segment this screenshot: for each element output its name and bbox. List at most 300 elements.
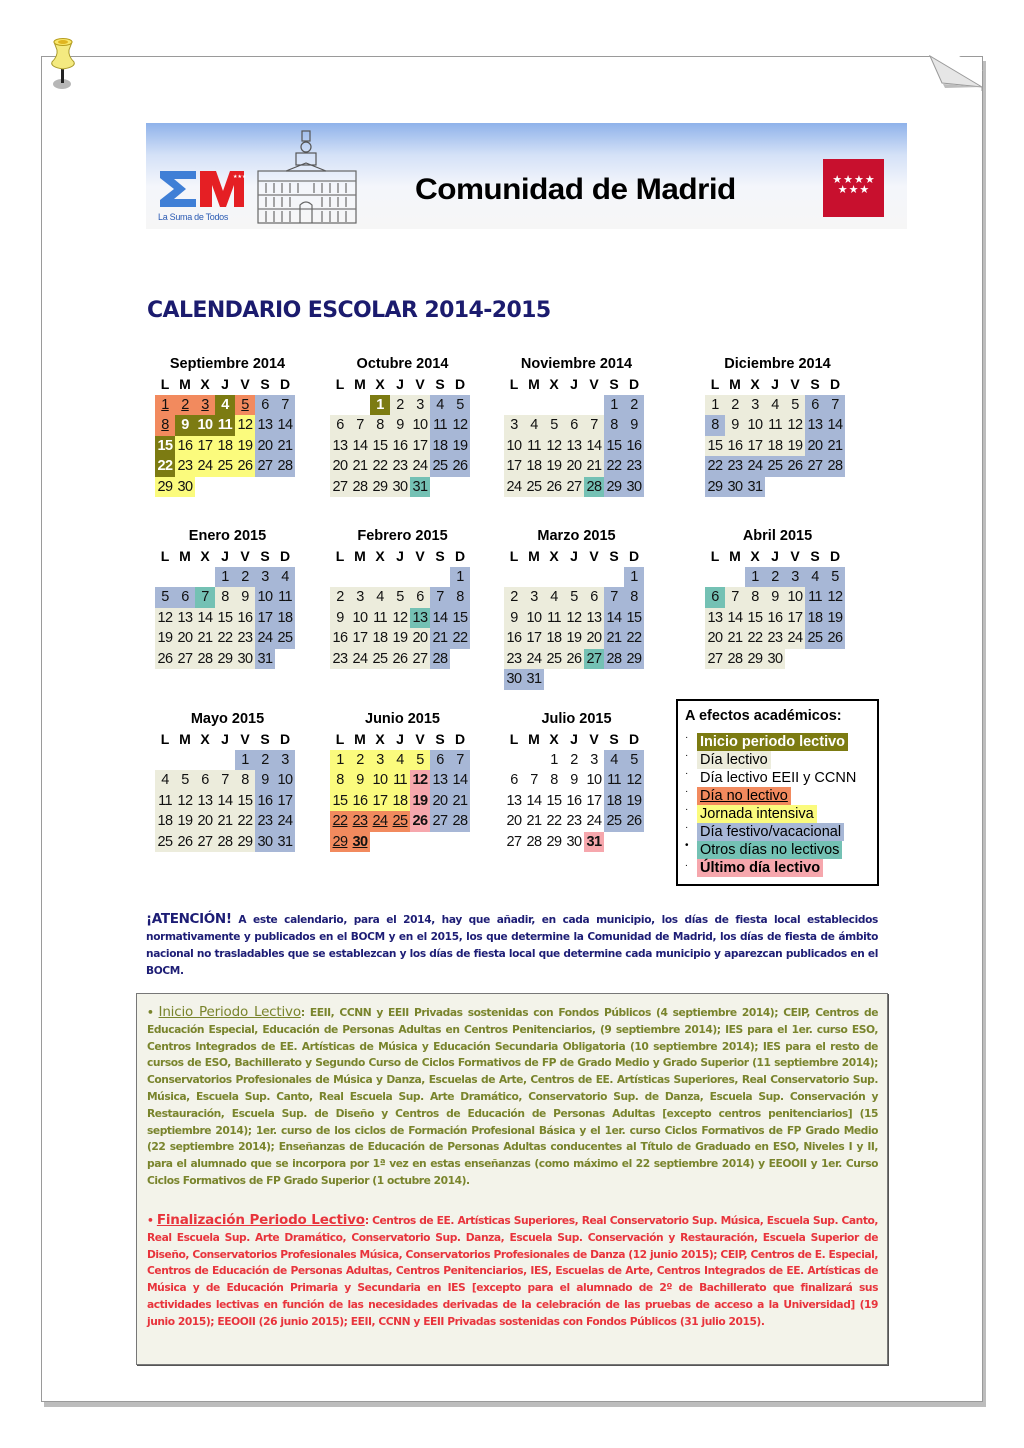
day-cell: 13: [195, 791, 215, 812]
day-cell: 20: [330, 456, 350, 477]
day-cell: 8: [330, 770, 350, 791]
day-cell: 23: [765, 628, 785, 649]
day-cell: 19: [825, 608, 845, 629]
day-cell: 5: [564, 587, 584, 608]
day-cell: 9: [504, 608, 524, 629]
day-cell: 2: [624, 395, 644, 416]
day-cell: 16: [566, 792, 582, 809]
day-cell: 22: [705, 456, 725, 477]
day-cell: 18: [215, 436, 235, 457]
day-cell: 19: [155, 628, 175, 649]
day-cell: 20: [175, 628, 195, 649]
day-cell: 9: [624, 415, 644, 436]
day-cell: 8: [155, 415, 175, 436]
day-cell: 15: [155, 436, 175, 457]
day-cell: 25: [215, 456, 235, 477]
notice-text: [146, 911, 878, 980]
weekday-header: M: [179, 376, 191, 392]
day-cell: 2: [330, 587, 350, 608]
day-cell: 7: [195, 587, 215, 608]
legend-item: [685, 805, 817, 823]
day-cell: 20: [506, 813, 522, 829]
legend-label: Día festivo/vacacional: [697, 823, 844, 841]
day-cell: 5: [175, 770, 195, 791]
page-title: CALENDARIO ESCOLAR 2014-2015: [147, 298, 551, 323]
day-cell: 24: [785, 628, 805, 649]
day-cell: 16: [390, 436, 410, 457]
day-cell: 18: [430, 436, 450, 457]
day-cell: 3: [255, 567, 275, 588]
day-cell: 28: [450, 811, 470, 832]
day-cell: 27: [506, 833, 522, 850]
day-cell: 25: [765, 456, 785, 477]
day-cell: 31: [745, 477, 765, 498]
day-cell: 21: [450, 791, 470, 812]
day-cell: 7: [604, 587, 624, 608]
day-cell: 7: [430, 587, 450, 608]
day-cell: 24: [370, 811, 390, 832]
day-cell: 17: [350, 628, 370, 649]
day-cell: 20: [255, 436, 275, 457]
day-cell: 7: [725, 587, 745, 608]
day-cell: 29: [604, 477, 624, 498]
weekday-header: D: [829, 548, 841, 564]
day-cell: 10: [745, 415, 765, 436]
day-cell: 28: [584, 477, 604, 498]
day-cell: 4: [215, 395, 235, 416]
day-cell: 15: [215, 608, 235, 629]
day-cell: 13: [430, 770, 450, 791]
day-cell: 2: [725, 395, 745, 416]
day-cell: 14: [526, 792, 542, 809]
empty-cell: [370, 567, 390, 588]
brand-name: Comunidad de Madrid: [415, 173, 736, 206]
day-cell: 25: [430, 456, 450, 477]
month-calendar: [504, 709, 649, 852]
weekday-header: J: [396, 376, 404, 392]
final-paragraph: [147, 1212, 878, 1331]
day-cell: 13: [584, 608, 604, 629]
empty-cell: [330, 567, 350, 588]
day-cell: 12: [544, 436, 564, 457]
day-cell: 7: [350, 415, 370, 436]
final-bullet: •: [147, 1214, 157, 1227]
day-cell: 28: [725, 649, 745, 670]
day-cell: 5: [450, 395, 470, 416]
day-cell: 18: [155, 811, 175, 832]
day-cell: 3: [370, 750, 390, 771]
day-cell: 4: [805, 567, 825, 588]
day-cell: 23: [235, 628, 255, 649]
legend-item: [685, 823, 844, 841]
day-cell: 14: [604, 608, 624, 629]
day-cell: 21: [584, 456, 604, 477]
day-cell: 24: [275, 811, 295, 832]
weekday-header: J: [396, 548, 404, 564]
weekday-header: L: [335, 548, 345, 564]
day-cell: 25: [604, 811, 624, 832]
weekday-header: J: [221, 731, 229, 747]
day-cell: 12: [450, 415, 470, 436]
day-cell: 26: [155, 649, 175, 670]
weekday-header: X: [375, 548, 385, 564]
day-cell: 14: [350, 436, 370, 457]
legend-label: Inicio periodo lectivo: [697, 733, 848, 751]
em-logo-icon: [158, 169, 246, 209]
day-cell: 30: [504, 669, 524, 690]
day-cell: 23: [504, 649, 524, 670]
day-cell: 7: [825, 395, 845, 416]
day-cell: 19: [544, 456, 564, 477]
day-cell: 6: [430, 750, 450, 771]
weekday-header: S: [609, 548, 619, 564]
weekday-header: D: [628, 731, 640, 747]
month-name: Junio 2015: [365, 711, 440, 727]
day-cell: 3: [350, 587, 370, 608]
weekday-header: V: [240, 376, 250, 392]
weekday-header: S: [810, 376, 820, 392]
day-cell: 28: [430, 649, 450, 670]
day-cell: 12: [155, 608, 175, 629]
day-cell: 18: [544, 628, 564, 649]
day-cell: 7: [215, 770, 235, 791]
day-cell: 2: [255, 750, 275, 771]
day-cell: 26: [390, 649, 410, 670]
day-cell: 17: [275, 791, 295, 812]
weekday-header: S: [260, 731, 270, 747]
bullet-icon: ·: [685, 732, 689, 743]
day-cell: 15: [546, 792, 562, 809]
month-name: Marzo 2015: [537, 528, 616, 544]
day-cell: 22: [235, 811, 255, 832]
day-cell: 19: [624, 791, 644, 812]
day-cell: 12: [785, 415, 805, 436]
day-cell: 1: [604, 395, 624, 416]
weekday-header: D: [829, 376, 841, 392]
day-cell: 22: [215, 628, 235, 649]
day-cell: 20: [430, 791, 450, 812]
day-cell: 31: [524, 669, 544, 690]
empty-cell: [584, 567, 604, 588]
bullet-icon: ·: [685, 786, 689, 797]
day-cell: 23: [390, 456, 410, 477]
day-cell: 10: [195, 415, 215, 436]
day-cell: 1: [330, 750, 350, 771]
svg-text:★★★: ★★★: [233, 174, 246, 180]
empty-cell: [524, 750, 544, 771]
day-cell: 25: [805, 628, 825, 649]
day-cell: 30: [566, 833, 582, 850]
bullet-icon: ·: [685, 822, 689, 833]
day-cell: 24: [350, 649, 370, 670]
day-cell: 29: [705, 477, 725, 498]
day-cell: 29: [370, 477, 390, 498]
empty-cell: [175, 750, 195, 771]
day-cell: 16: [725, 436, 745, 457]
weekday-header: L: [509, 548, 519, 564]
day-cell: 20: [705, 628, 725, 649]
weekday-header: M: [354, 376, 366, 392]
day-cell: 26: [544, 477, 564, 498]
weekday-header: S: [435, 376, 445, 392]
legend-label: Día no lectivo: [697, 787, 791, 805]
final-heading: Finalización Periodo Lectivo: [156, 1212, 365, 1228]
day-cell: 26: [450, 456, 470, 477]
day-cell: 6: [255, 395, 275, 416]
bullet-icon: •: [685, 840, 689, 851]
weekday-header: V: [415, 731, 425, 747]
day-cell: 8: [604, 415, 624, 436]
day-cell: 6: [564, 415, 584, 436]
day-cell: 10: [350, 608, 370, 629]
weekday-header: M: [528, 376, 540, 392]
weekday-header: X: [200, 376, 210, 392]
day-cell: 23: [175, 456, 195, 477]
weekday-header: L: [160, 731, 170, 747]
weekday-header: X: [750, 548, 760, 564]
day-cell: 21: [350, 456, 370, 477]
month-calendar: [504, 354, 649, 497]
weekday-header: X: [549, 731, 559, 747]
day-cell: 28: [215, 832, 235, 853]
day-cell: 7: [584, 415, 604, 436]
day-cell: 17: [370, 791, 390, 812]
final-text: : Centros de EE. Artísticas Superiores, Real Conservatorio Sup. Música, Escuela Sup. Canto, Real Escuela Sup. Arte Dramático, Conservatorio Sup. Danza, Escuela Sup. Conservación y Restauración, Escuela Superior de Diseño, Conservatorios Profesionales Música, Conservatorios Profesionales de Danza (12 junio 2015); CEIP, Centros de E. Especial, Centros de Educación de Personas Adultas, Centros Penitenciarios, IES, Escuelas de Arte, Centros Integrados de EE. Artísticas de Música y de Educación Primaria y Secundaria en IES [excepto para el alumnado de 2º de Bachillerato que finalizará sus actividades lectivas en función de las necesidades derivadas de la celebración de las pruebas de acceso a la Universidad] (19 junio 2015); EEOOII (26 junio 2015); EEII, CCNN y EEII Privadas sostenidas con Fondos Públicos (31 julio 2015).: [147, 1214, 878, 1328]
day-cell: 27: [410, 649, 430, 670]
month-grid: [705, 546, 850, 669]
weekday-header: L: [160, 376, 170, 392]
weekday-header: L: [160, 548, 170, 564]
day-cell: 17: [504, 456, 524, 477]
weekday-header: M: [528, 731, 540, 747]
day-cell: 4: [544, 587, 564, 608]
day-cell: 29: [546, 833, 562, 850]
weekday-header: D: [454, 548, 466, 564]
day-cell: 28: [526, 833, 542, 850]
weekday-header: L: [335, 376, 345, 392]
day-cell: 12: [624, 770, 644, 791]
day-cell: 14: [430, 608, 450, 629]
day-cell: 27: [564, 477, 584, 498]
weekday-header: M: [179, 731, 191, 747]
day-cell: 15: [624, 608, 644, 629]
legend-label: Día lectivo: [697, 751, 771, 769]
day-cell: 16: [504, 628, 524, 649]
month-grid: [504, 374, 649, 497]
weekday-header: L: [710, 376, 720, 392]
weekday-header: J: [221, 548, 229, 564]
legend-item: [685, 769, 859, 787]
day-cell: 19: [450, 436, 470, 457]
day-cell: 24: [255, 628, 275, 649]
day-cell: 11: [155, 791, 175, 812]
weekday-header: S: [435, 731, 445, 747]
day-cell: 21: [725, 628, 745, 649]
month-calendar: [330, 709, 475, 852]
day-cell: 25: [370, 649, 390, 670]
month-grid: [155, 546, 300, 669]
madrid-flag-icon: [823, 159, 884, 217]
month-calendar: [330, 526, 475, 669]
day-cell: 24: [504, 477, 524, 498]
month-grid: [330, 546, 475, 669]
month-grid: [155, 374, 300, 497]
empty-cell: [564, 567, 584, 588]
day-cell: 1: [745, 567, 765, 588]
day-cell: 19: [785, 436, 805, 457]
day-cell: 1: [235, 750, 255, 771]
month-calendar: [330, 354, 475, 497]
inicio-heading: Inicio Periodo Lectivo: [158, 1004, 301, 1020]
day-cell: 20: [410, 628, 430, 649]
day-cell: 14: [275, 415, 295, 436]
weekday-header: M: [354, 548, 366, 564]
month-name: Febrero 2015: [357, 528, 448, 544]
weekday-header: S: [260, 548, 270, 564]
day-cell: 2: [350, 750, 370, 771]
day-cell: 14: [825, 415, 845, 436]
day-cell: 1: [155, 395, 175, 416]
day-cell: 25: [524, 477, 544, 498]
day-cell: 3: [524, 587, 544, 608]
bullet-icon: ·: [685, 768, 689, 779]
weekday-header: M: [729, 548, 741, 564]
weekday-header: S: [260, 376, 270, 392]
day-cell: 3: [785, 567, 805, 588]
day-cell: 17: [785, 608, 805, 629]
day-cell: 10: [785, 587, 805, 608]
empty-cell: [604, 567, 624, 588]
day-cell: 19: [410, 791, 430, 812]
day-cell: 26: [825, 628, 845, 649]
day-cell: 17: [195, 436, 215, 457]
day-cell: 15: [235, 791, 255, 812]
day-cell: 28: [604, 649, 624, 670]
weekday-header: J: [221, 376, 229, 392]
day-cell: 23: [624, 456, 644, 477]
day-cell: 24: [410, 456, 430, 477]
weekday-header: V: [415, 376, 425, 392]
day-cell: 27: [584, 649, 604, 670]
day-cell: 31: [255, 649, 275, 670]
day-cell: 16: [255, 791, 275, 812]
day-cell: 12: [175, 791, 195, 812]
legend-item: [685, 787, 791, 805]
day-cell: 6: [510, 772, 518, 788]
day-cell: 22: [450, 628, 470, 649]
day-cell: 11: [215, 415, 235, 436]
day-cell: 30: [350, 832, 370, 853]
day-cell: 9: [725, 415, 745, 436]
day-cell: 27: [430, 811, 450, 832]
day-cell: 19: [235, 436, 255, 457]
bullet-icon: ·: [685, 750, 689, 761]
day-cell: 30: [235, 649, 255, 670]
day-cell: 12: [390, 608, 410, 629]
day-cell: 2: [235, 567, 255, 588]
weekday-header: X: [200, 731, 210, 747]
day-cell: 11: [430, 415, 450, 436]
day-cell: 3: [745, 395, 765, 416]
day-cell: 4: [765, 395, 785, 416]
day-cell: 22: [370, 456, 390, 477]
day-cell: 24: [745, 456, 765, 477]
weekday-header: D: [279, 376, 291, 392]
day-cell: 30: [624, 477, 644, 498]
day-cell: 25: [544, 649, 564, 670]
day-cell: 13: [175, 608, 195, 629]
day-cell: 13: [330, 436, 350, 457]
day-cell: 2: [504, 587, 524, 608]
day-cell: 13: [255, 415, 275, 436]
month-calendar: [155, 709, 300, 852]
day-cell: 3: [590, 751, 598, 768]
day-cell: 27: [805, 456, 825, 477]
day-cell: 15: [604, 436, 624, 457]
day-cell: 5: [544, 415, 564, 436]
day-cell: 11: [544, 608, 564, 629]
day-cell: 31: [584, 832, 604, 853]
empty-cell: [175, 567, 195, 588]
day-cell: 13: [805, 415, 825, 436]
day-cell: 27: [330, 477, 350, 498]
day-cell: 17: [745, 436, 765, 457]
weekday-header: S: [435, 548, 445, 564]
day-cell: 1: [215, 567, 235, 588]
weekday-header: V: [240, 548, 250, 564]
day-cell: 9: [175, 415, 195, 436]
weekday-header: X: [375, 376, 385, 392]
month-name: Mayo 2015: [190, 711, 265, 727]
day-cell: 30: [255, 832, 275, 853]
day-cell: 1: [370, 395, 390, 416]
legend-label: Día lectivo EEII y CCNN: [700, 770, 857, 786]
day-cell: 28: [825, 456, 845, 477]
day-cell: 26: [410, 811, 430, 832]
day-cell: 28: [275, 456, 295, 477]
day-cell: 7: [275, 395, 295, 416]
weekday-header: X: [750, 376, 760, 392]
day-cell: 24: [524, 649, 544, 670]
day-cell: 25: [390, 811, 410, 832]
legend-item: [685, 841, 842, 859]
legend-title: A efectos académicos:: [685, 708, 842, 724]
day-cell: 21: [275, 436, 295, 457]
day-cell: 29: [215, 649, 235, 670]
day-cell: 4: [155, 770, 175, 791]
weekday-header: X: [200, 548, 210, 564]
day-cell: 30: [765, 649, 785, 670]
day-cell: 29: [155, 477, 175, 498]
day-cell: 22: [745, 628, 765, 649]
day-cell: 2: [765, 567, 785, 588]
day-cell: 3: [504, 415, 524, 436]
day-cell: 8: [235, 770, 255, 791]
day-cell: 18: [604, 791, 624, 812]
day-cell: 8: [550, 772, 558, 788]
day-cell: 21: [195, 628, 215, 649]
day-cell: 16: [235, 608, 255, 629]
day-cell: 28: [195, 649, 215, 670]
day-cell: 9: [570, 772, 578, 788]
empty-cell: [584, 395, 604, 416]
day-cell: 15: [330, 791, 350, 812]
day-cell: 9: [255, 770, 275, 791]
day-cell: 4: [275, 567, 295, 588]
weekday-header: D: [279, 731, 291, 747]
day-cell: 26: [624, 811, 644, 832]
day-cell: 4: [430, 395, 450, 416]
